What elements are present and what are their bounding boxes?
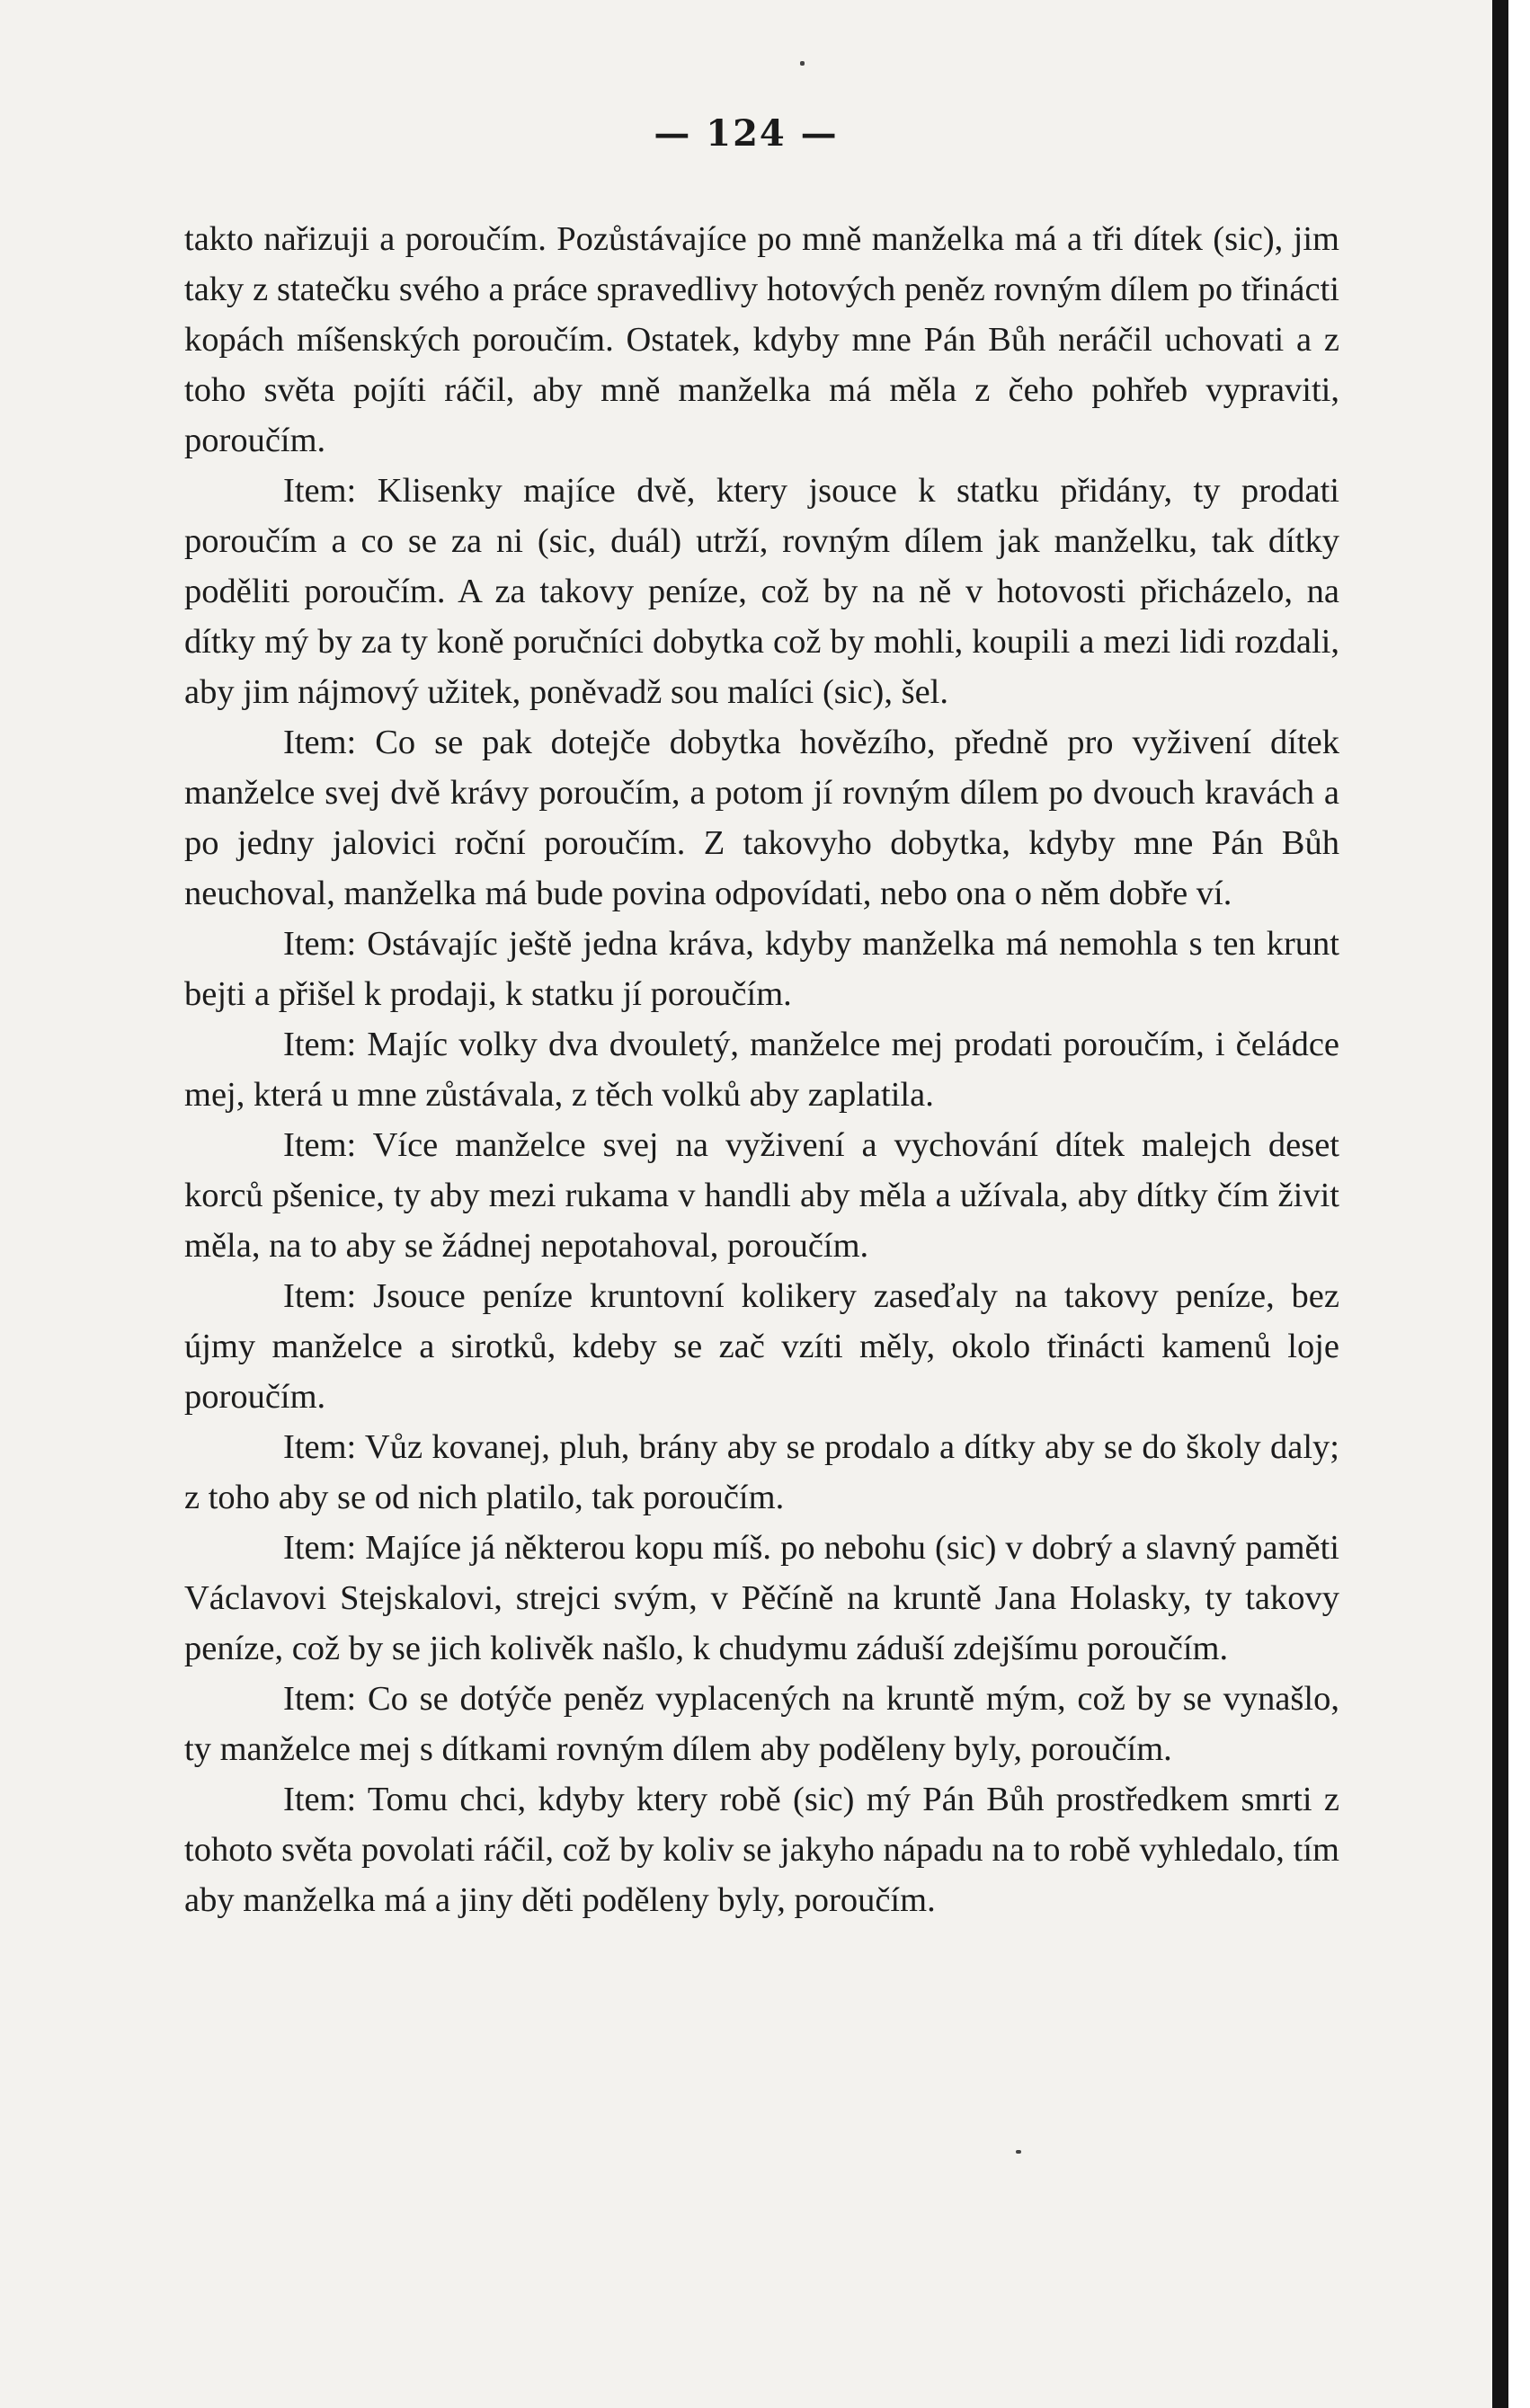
paragraph: Item: Tomu chci, kdyby ktery robě (sic) mý Pán Bůh prostředkem smrti z tohoto světa povolati ráčil, což by koliv se jakyho nápadu na to robě vyhledalo, tím aby manželka má a jiny děti poděleny byly, poroučím. xyxy=(184,1781,1339,1919)
paragraph: Item: Ostávajíc ještě jedna kráva, kdyby manželka má nemohla s ten krunt bejti a přišel k prodaji, k statku jí poroučím. xyxy=(184,925,1339,1013)
paragraph: Item: Majíce já některou kopu míš. po nebohu (sic) v dobrý a slavný paměti Václavovi Stejskalovi, strejci svým, v Pěčíně na kruntě Jana Holasky, ty takovy peníze, což by se jich kolivěk našlo, k chudymu záduší zdejšímu poroučím. xyxy=(184,1529,1339,1667)
paragraph: Item: Majíc volky dva dvouletý, manželce mej prodati poroučím, i čeládce mej, která u mne zůstávala, z těch volků aby zaplatila. xyxy=(184,1026,1339,1114)
page-edge-shadow xyxy=(1492,0,1508,2408)
paragraph: Item: Klisenky majíce dvě, ktery jsouce k statku přidány, ty prodati poroučím a co se za ni (sic, duál) utrží, rovným dílem jak manželku, tak dítky poděliti poroučím. A za takovy peníze, což by na ně v hotovosti přicházelo, na dítky mý by za ty koně poručníci dobytka což by mohli, koupili a mezi lidi rozdali, aby jim nájmový užitek, poněvadž sou malíci (sic), šel. xyxy=(184,472,1339,711)
paragraph: takto nařizuji a poroučím. Pozůstávajíce po mně manželka má a tři dítek (sic), jim taky z statečku svého a práce spravedlivy hotových peněz rovným dílem po třinácti kopách míšenských poroučím. Ostatek, kdyby mne Pán Bůh neráčil uchovati a z toho světa pojíti ráčil, aby mně manželka má měla z čeho pohřeb vypraviti, poroučím. xyxy=(184,220,1339,459)
ink-speck xyxy=(800,61,805,66)
paragraph: Item: Co se pak dotejče dobytka hovězího, předně pro vyživení dítek manželce svej dvě krávy poroučím, a potom jí rovným dílem po dvouch kravách a po jedny jalovici roční poroučím. Z takovyho dobytka, kdyby mne Pán Bůh neuchoval, manželka má bude povina odpovídati, nebo ona o něm dobře ví. xyxy=(184,724,1339,912)
paragraph: Item: Co se dotýče peněz vyplacených na kruntě mým, což by se vynašlo, ty manželce mej s dítkami rovným dílem aby poděleny byly, poroučím. xyxy=(184,1680,1339,1768)
body-text xyxy=(184,214,1339,1925)
paragraph: Item: Vůz kovanej, pluh, brány aby se prodalo a dítky aby se do školy daly; z toho aby se od nich platilo, tak poroučím. xyxy=(184,1428,1339,1516)
paragraph: Item: Jsouce peníze kruntovní kolikery zaseďaly na takovy peníze, bez újmy manželce a sirotků, kdeby se zač vzíti měly, okolo třinácti kamenů loje poroučím. xyxy=(184,1277,1339,1416)
ink-speck xyxy=(1016,2150,1021,2154)
page-edge-margin xyxy=(1508,0,1530,2408)
page-number: — 124 — xyxy=(654,112,839,155)
paragraph: Item: Více manželce svej na vyživení a vychování dítek malejch deset korců pšenice, ty aby mezi rukama v handli aby měla a užívala, aby dítky čím živit měla, na to aby se žádnej nepotahoval, poroučím. xyxy=(184,1126,1339,1265)
